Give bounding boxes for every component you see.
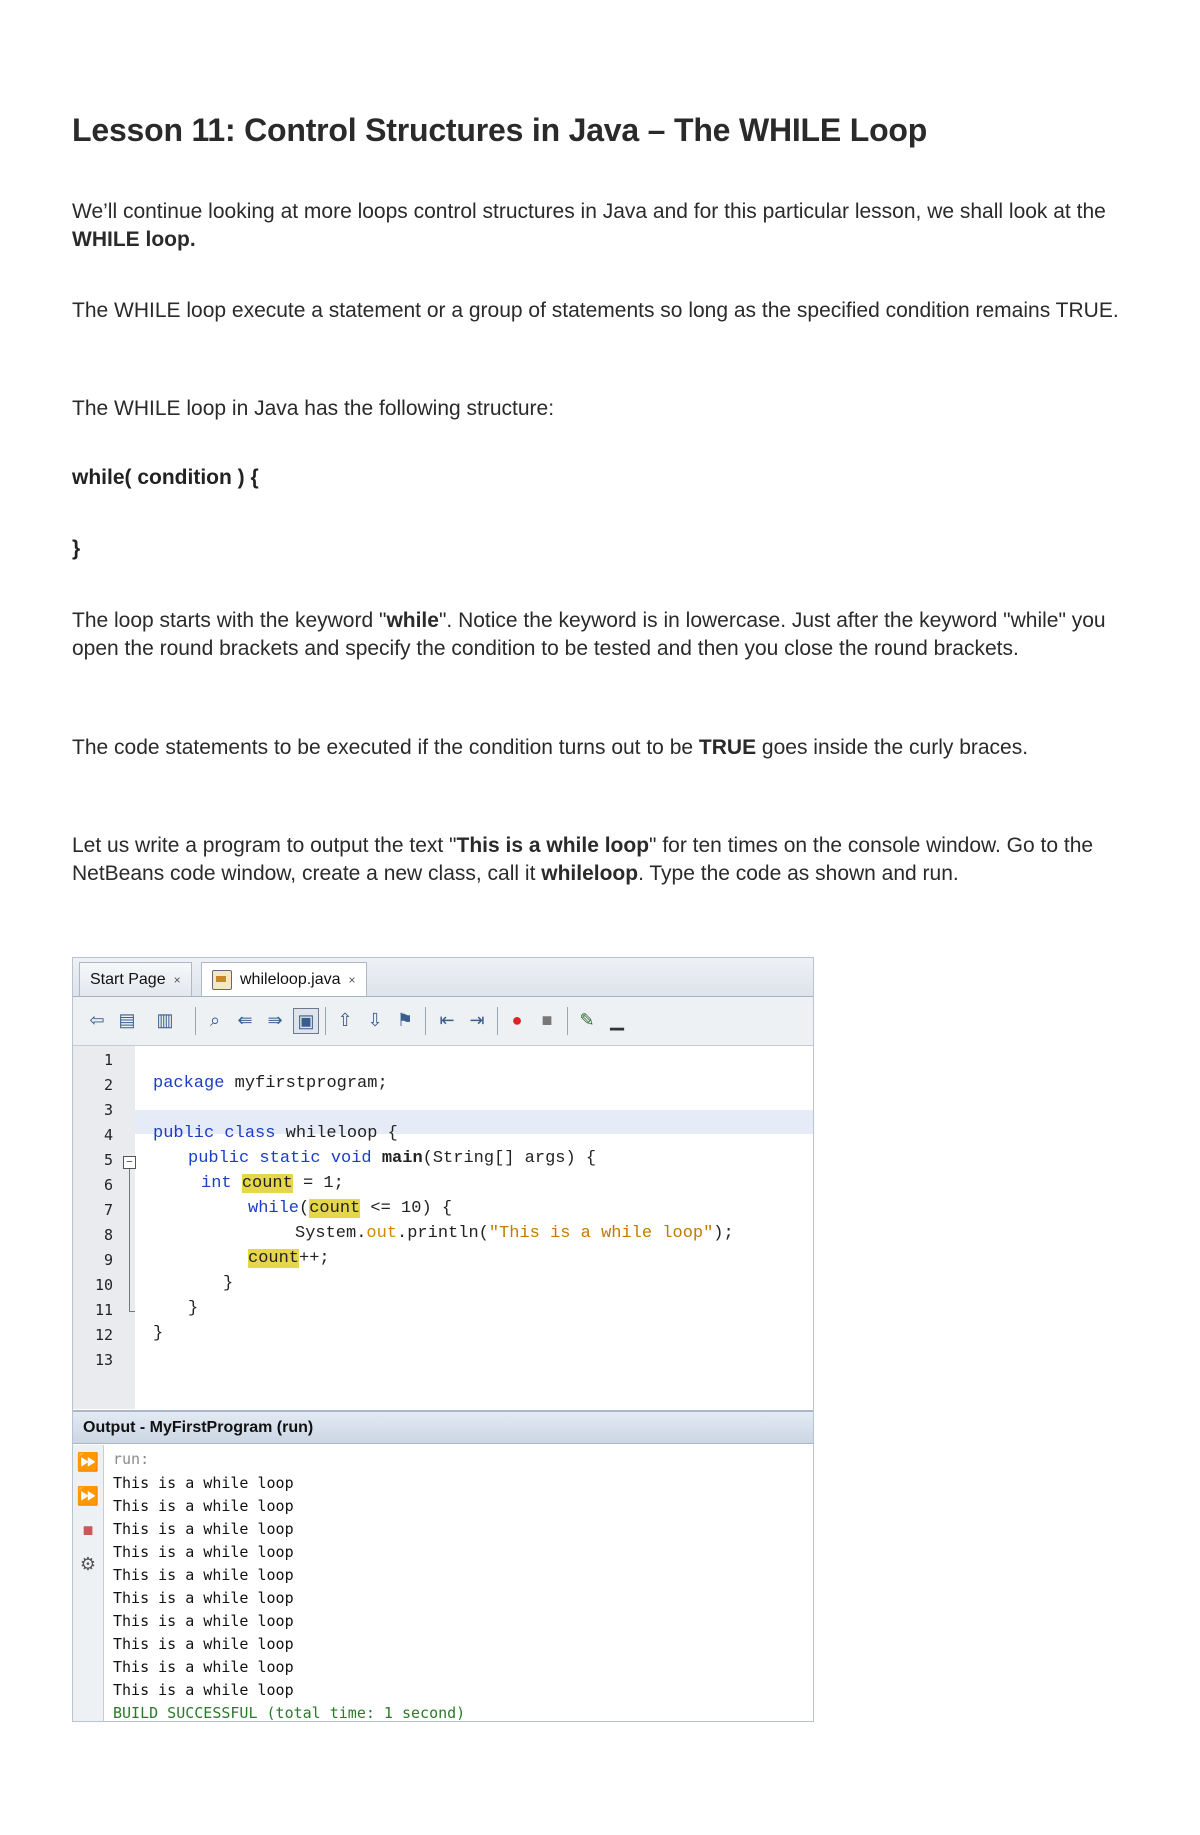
navigate-icon[interactable]: ▥ [156, 1009, 174, 1030]
line-number: 6 [103, 1176, 113, 1194]
editor-tab-bar [73, 958, 813, 997]
close-icon[interactable]: × [173, 972, 181, 987]
code-line-5: public static void main(String[] args) { [188, 1149, 597, 1168]
lesson-title: Lesson 11: Control Structures in Java – The WHILE Loop [72, 112, 928, 148]
netbeans-screenshot [72, 957, 814, 1722]
structure-paragraph: The WHILE loop in Java has the following structure: [72, 397, 555, 420]
line-number: 3 [103, 1101, 113, 1119]
while-loop-bold: WHILE loop [72, 228, 190, 251]
next-occurrence-icon[interactable]: ⇛ [267, 1009, 283, 1030]
code-line-9: count++; [248, 1249, 330, 1268]
rerun-icon[interactable]: ⏩ [76, 1451, 100, 1472]
intro-paragraph: We’ll continue looking at more loops control structures in Java and for this particular lesson, we shall look at the WHILE loop. [72, 200, 1106, 251]
code-editor[interactable] [73, 1046, 813, 1409]
line-number: 5 [103, 1151, 113, 1169]
output-line: This is a while loop [113, 1497, 294, 1515]
toggle-bookmark-icon[interactable]: ⚑ [396, 1009, 414, 1030]
syntax-close: } [72, 537, 81, 560]
line-number: 12 [94, 1326, 113, 1344]
code-line-11: } [188, 1299, 199, 1318]
history-icon[interactable]: ▤ [118, 1009, 136, 1030]
line-number: 4 [103, 1126, 113, 1144]
output-line: This is a while loop [113, 1589, 294, 1607]
output-line: This is a while loop [113, 1658, 294, 1676]
build-status: BUILD SUCCESSFUL (total time: 1 second) [113, 1704, 466, 1722]
output-line: This is a while loop [113, 1635, 294, 1653]
output-toolbar [73, 1445, 104, 1721]
true-paragraph: The code statements to be executed if the condition turns out to be TRUE goes inside the curly braces. [72, 736, 1029, 759]
uncomment-icon[interactable]: ▁ [610, 1009, 624, 1030]
output-line: This is a while loop [113, 1612, 294, 1630]
output-line: This is a while loop [113, 1474, 294, 1492]
comment-icon[interactable]: ✎ [579, 1009, 595, 1030]
find-icon[interactable]: ⌕ [209, 1009, 221, 1030]
output-line: This is a while loop [113, 1520, 294, 1538]
stop-macro-icon[interactable]: ■ [541, 1009, 553, 1030]
code-line-8: System.out.println("This is a while loop"); [295, 1224, 734, 1243]
code-line-4: public class whileloop { [153, 1124, 398, 1143]
tab-start-page[interactable]: Start Page × [79, 962, 192, 996]
code-line-6: int count = 1; [201, 1174, 344, 1193]
back-source-icon[interactable]: ⇦ [89, 1009, 105, 1030]
output-line: This is a while loop [113, 1543, 294, 1561]
definition-paragraph: The WHILE loop execute a statement or a group of statements so long as the specified condition remains TRUE. [72, 299, 1119, 322]
output-run-label: run: [113, 1450, 150, 1468]
start-macro-icon[interactable]: ● [511, 1009, 523, 1030]
prev-bookmark-icon[interactable]: ⇧ [337, 1009, 353, 1030]
shift-right-icon[interactable]: ⇥ [469, 1009, 485, 1030]
output-window-title[interactable]: Output - MyFirstProgram (run) [73, 1410, 813, 1444]
code-line-7: while(count <= 10) { [248, 1199, 453, 1218]
program-paragraph: Let us write a program to output the text "This is a while loop" for ten times on the console window. Go to the NetBeans code window, create a new class, call it whileloop. Type the code as shown and run. [72, 834, 1094, 885]
keyword-paragraph: The loop starts with the keyword "while". Notice the keyword is in lowercase. Just after the keyword "while" you open the round brackets and specify the condition to be tested and then you close the round brackets. [72, 609, 1106, 660]
line-number: 13 [94, 1351, 113, 1369]
line-number: 8 [103, 1226, 113, 1244]
line-number: 1 [103, 1051, 113, 1069]
code-line-12: } [153, 1324, 164, 1343]
code-line-10: } [223, 1274, 234, 1293]
stop-icon[interactable]: ■ [82, 1519, 94, 1540]
shift-left-icon[interactable]: ⇤ [439, 1009, 455, 1030]
syntax-open: while( condition ) { [72, 466, 259, 489]
close-icon[interactable]: × [348, 972, 356, 987]
line-number: 9 [103, 1251, 113, 1269]
line-number: 10 [94, 1276, 113, 1294]
toggle-highlight-icon[interactable]: ▣ [293, 1008, 319, 1034]
output-line: This is a while loop [113, 1566, 294, 1584]
settings-icon[interactable]: ⚙ [79, 1553, 97, 1574]
code-line-2: package myfirstprogram; [153, 1074, 388, 1093]
line-number: 7 [103, 1201, 113, 1219]
line-number: 2 [103, 1076, 113, 1094]
editor-toolbar [73, 997, 813, 1046]
output-line: This is a while loop [113, 1681, 294, 1699]
java-file-icon [212, 970, 232, 990]
next-bookmark-icon[interactable]: ⇩ [367, 1009, 383, 1030]
prev-occurrence-icon[interactable]: ⇚ [237, 1009, 253, 1030]
tab-whileloop-java[interactable]: whileloop.java × [201, 962, 367, 996]
line-number: 11 [94, 1301, 113, 1319]
rerun-with-params-icon[interactable]: ⏩ [76, 1485, 100, 1506]
fold-toggle-icon[interactable]: − [123, 1156, 136, 1169]
